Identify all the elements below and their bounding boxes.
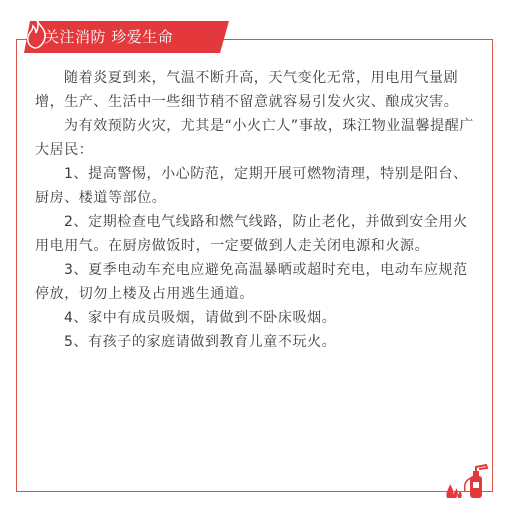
paragraph-intro: 随着炎夏到来，气温不断升高，天气变化无常，用电用气量剧增，生产、生活中一些细节稍不留意就容易引发火灾、酿成灾害。 <box>35 70 459 110</box>
tip-item-3: 3、夏季电动车充电应避免高温暴晒或超时充电，电动车应规范停放，切勿上楼及占用逃生通道。 <box>35 262 468 302</box>
header-banner <box>24 19 229 55</box>
tip-item-4: 4、家中有成员吸烟，请做到不卧床吸烟。 <box>64 310 337 326</box>
tip-item-2: 2、定期检查电气线路和燃气线路，防止老化，并做到安全用火用电用气。在厨房做饭时，一定要做到人走关闭电源和火源。 <box>35 214 468 254</box>
fire-extinguisher-icon <box>443 462 491 500</box>
paragraph-reminder: 为有效预防火灾，尤其是“小火亡人”事故，珠江物业温馨提醒广大居民： <box>35 118 474 158</box>
tip-item-5: 5、有孩子的家庭请做到教育儿童不玩火。 <box>64 334 337 350</box>
notice-body <box>35 66 475 354</box>
banner-title: 关注消防 珍爱生命 <box>44 28 174 46</box>
tip-item-1: 1、提高警惕，小心防范，定期开展可燃物清理，特别是阳台、厨房、楼道等部位。 <box>35 166 468 206</box>
